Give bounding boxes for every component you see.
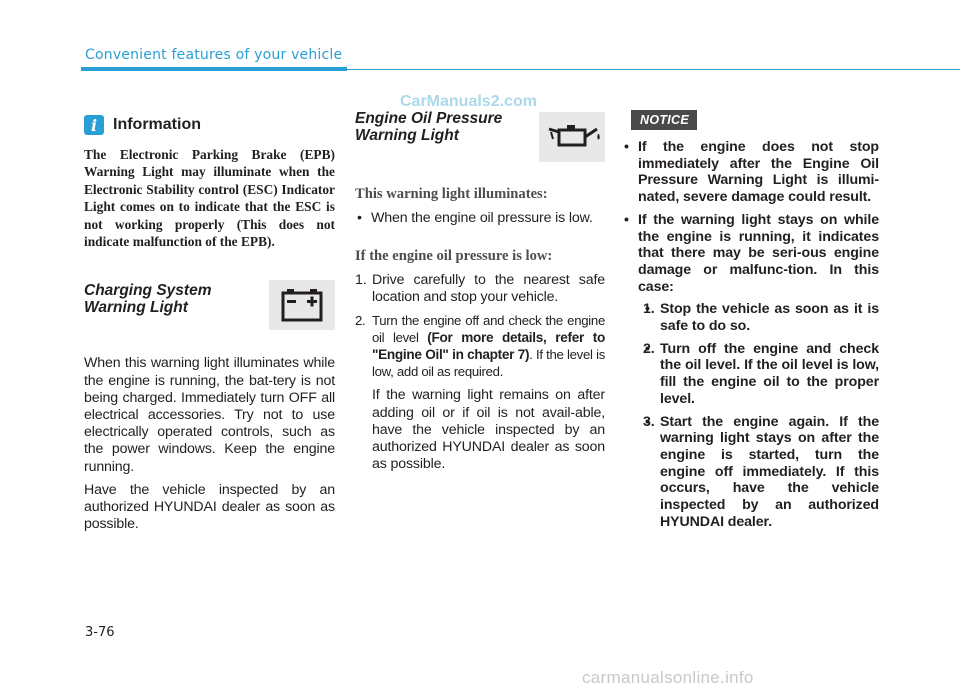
oil-can-icon bbox=[539, 112, 605, 162]
list-item: • When the engine oil pressure is low. bbox=[355, 210, 605, 227]
charging-para-1: When this warning light illuminates while the engine is running, the bat-tery is not being charged. Immediately turn OFF all electrical accessories. Try not to use electrically operated controls, such as the power windows. Keep the engine running. bbox=[84, 355, 335, 475]
charging-warning-title: Charging System Warning Light bbox=[84, 282, 212, 317]
list-item: • 3. Start the engine again. If the warning light stays on after the engine is started, turn the engine off immediately. If this occurs, have the vehicle inspected by an authorized HYUNDAI dealer. bbox=[643, 414, 879, 531]
list-item: 2. Turn the engine off and check the engine oil level (For more details, refer to "Engine Oil" in chapter 7). If the level is low, add oil as required. If the warning light remains on after adding oil or if oil is not avail-able, have the vehicle inspected by an authorized HYUNDAI dealer as soon as possible. bbox=[355, 312, 605, 473]
right-column bbox=[617, 110, 879, 530]
info-body: The Electronic Parking Brake (EPB) Warning Light may illuminate when the Electronic Stability control (ESC) Indicator Light comes on to indicate that the ESC is not working properly (This does not indicate malfunction of the EPB). bbox=[84, 147, 335, 250]
list-item: • 1. Stop the vehicle as soon as it is safe to do so. bbox=[643, 301, 879, 334]
info-heading: Information bbox=[113, 116, 201, 133]
list-item: 1. Drive carefully to the nearest safe location and stop your vehicle. bbox=[355, 272, 605, 306]
oil-step2-para: If the warning light remains on after adding oil or if oil is not avail-able, have the vehicle inspected by an authorized HYUNDAI dealer as soon as possible. bbox=[372, 387, 605, 473]
oil-steps-list bbox=[355, 272, 605, 473]
list-item: • If the warning light stays on while the engine is running, it indicates that there may be seri-ous engine damage or malfunc-tion. In this case: • 1. Stop the vehicle as soon as it is safe to do so. • 2. Turn off the engine and check the oil level. If the oil level is low, fill the engine oil to the proper level. • 3. Start the engine again. If the warning light stays on after the engine is started, turn the engine off immediately. If this occurs, have the vehicle inspected by an authorized HYUNDAI dealer. bbox=[622, 212, 879, 531]
charging-para-2: Have the vehicle inspected by an authorized HYUNDAI dealer as soon as possible. bbox=[84, 481, 335, 533]
list-item: • 2. Turn off the engine and check the oil level. If the oil level is low, fill the engine oil to the proper level. bbox=[643, 341, 879, 408]
notice-list bbox=[617, 139, 879, 530]
info-icon: i bbox=[84, 115, 104, 135]
oil-illuminates-heading: This warning light illuminates: bbox=[355, 186, 548, 202]
oil-warning-title: Engine Oil Pressure Warning Light bbox=[355, 110, 503, 144]
middle-column bbox=[355, 110, 605, 473]
watermark-top: CarManuals2.com bbox=[400, 93, 537, 110]
left-column bbox=[84, 110, 335, 533]
oil-warning-header bbox=[355, 110, 605, 168]
header-accent-bar bbox=[81, 67, 347, 71]
notice-badge: NOTICE bbox=[631, 110, 697, 130]
section-header-title: Convenient features of your vehicle bbox=[85, 47, 343, 63]
oil-low-heading: If the engine oil pressure is low: bbox=[355, 248, 553, 265]
header-rule bbox=[347, 69, 960, 70]
engine-oil-reference: (For more details, refer to "Engine Oil" in chapter 7) bbox=[372, 329, 605, 363]
charging-warning-header bbox=[84, 282, 335, 332]
notice-steps-list bbox=[638, 301, 879, 530]
page-number: 3-76 bbox=[85, 625, 115, 640]
info-title-row bbox=[84, 115, 335, 135]
watermark-bottom: carmanualsonline.info bbox=[582, 668, 754, 687]
list-item: • If the engine does not stop immediately after the Engine Oil Pressure Warning Light is illumi-nated, severe damage could result. bbox=[622, 139, 879, 206]
battery-icon bbox=[269, 280, 335, 330]
oil-illuminates-list bbox=[355, 210, 605, 227]
